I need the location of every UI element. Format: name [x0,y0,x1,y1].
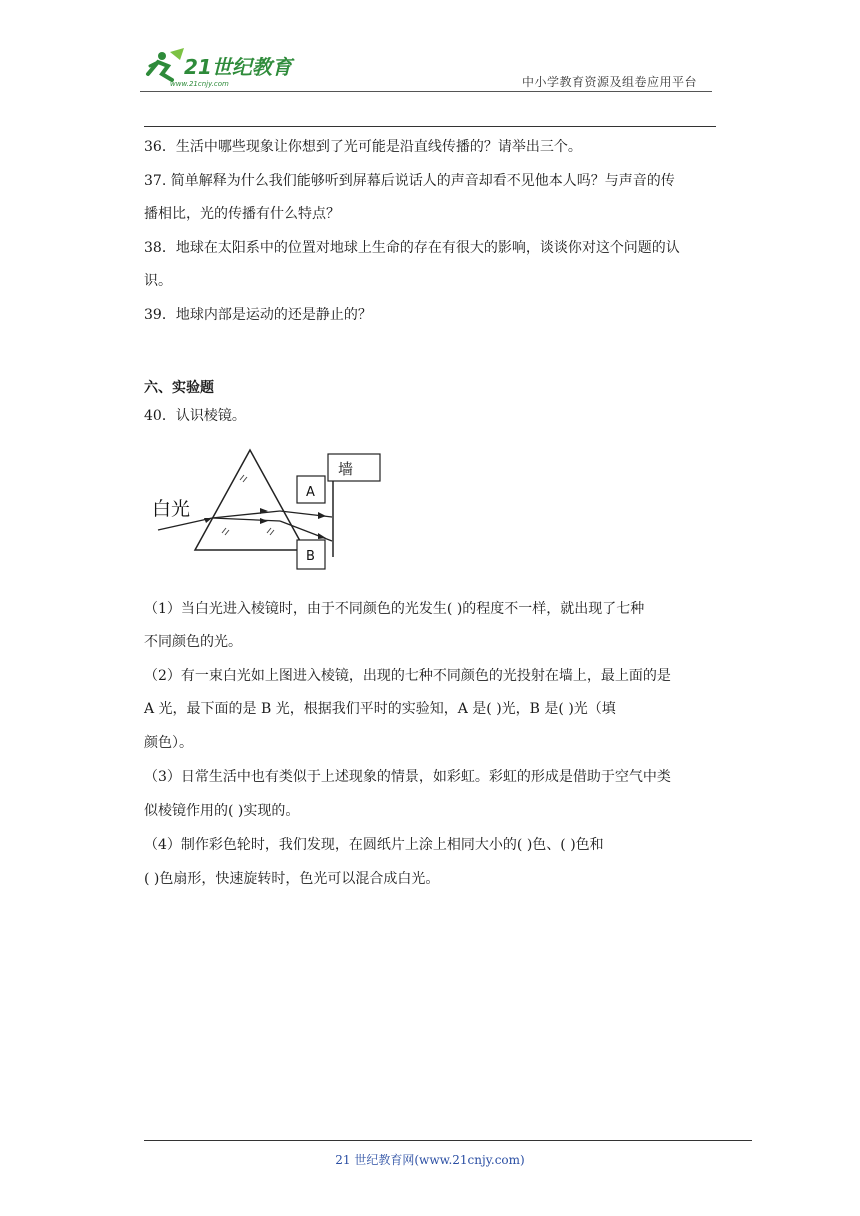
question-37: 37. 简单解释为什么我们能够听到屏幕后说话人的声音却看不见他本人吗？与声音的传 [144,173,675,189]
wall-box [328,454,380,481]
footer-divider [144,1140,752,1141]
site-logo [140,44,310,90]
inner-ray-bottom [212,518,280,521]
runner-icon [148,48,184,80]
prism [195,450,305,550]
label-b: B [306,549,315,564]
q40-part3: （3）日常生活中也有类似于上述现象的情景，如彩虹。彩虹的形成是借助于空气中类 [144,769,671,785]
q40-part1-cont: 不同颜色的光。 [144,634,242,650]
white-light-label: 白光 [152,498,191,520]
footer-link[interactable]: 21 世纪教育网(www.21cnjy.com) [335,1153,525,1167]
section-title: 六、实验题 [144,380,214,396]
platform-title: 中小学教育资源及组卷应用平台 [522,75,698,89]
question-38: 38．地球在太阳系中的位置对地球上生命的存在有很大的影响，谈谈你对这个问题的认 [144,240,680,256]
logo-url: www.21cnjy.com [170,80,229,88]
question-38-cont: 识。 [144,273,172,289]
wall-label: 墙 [338,460,354,478]
question-36: 36．生活中哪些现象让你想到了光可能是沿直线传播的？请举出三个。 [144,139,582,155]
question-40-title: 40．认识棱镜。 [144,408,246,424]
header-divider [140,91,712,92]
q40-part4-cont: ( )色扇形，快速旋转时，色光可以混合成白光。 [144,871,440,887]
question-37-cont: 播相比，光的传播有什么特点？ [144,206,340,222]
q40-part2-end: 颜色）。 [144,735,193,751]
prism-diagram [150,445,390,575]
q40-part1: （1）当白光进入棱镜时，由于不同颜色的光发生( )的程度不一样，就出现了七种 [144,601,645,617]
question-39: 39．地球内部是运动的还是静止的？ [144,307,372,323]
q40-part4: （4）制作彩色轮时，我们发现，在圆纸片上涂上相同大小的( )色、( )色和 [144,837,604,853]
label-a: A [306,485,315,500]
content-divider [144,126,716,127]
q40-part2-cont: A 光，最下面的是 B 光，根据我们平时的实验知，A 是( )光，B 是( )光（填 [144,701,616,717]
logo-text: 21世纪教育 [184,55,292,79]
q40-part2: （2）有一束白光如上图进入棱镜，出现的七种不同颜色的光投射在墙上，最上面的是 [144,668,671,684]
q40-part3-cont: 似棱镜作用的( )实现的。 [144,803,300,819]
inner-ray-top [212,511,280,518]
